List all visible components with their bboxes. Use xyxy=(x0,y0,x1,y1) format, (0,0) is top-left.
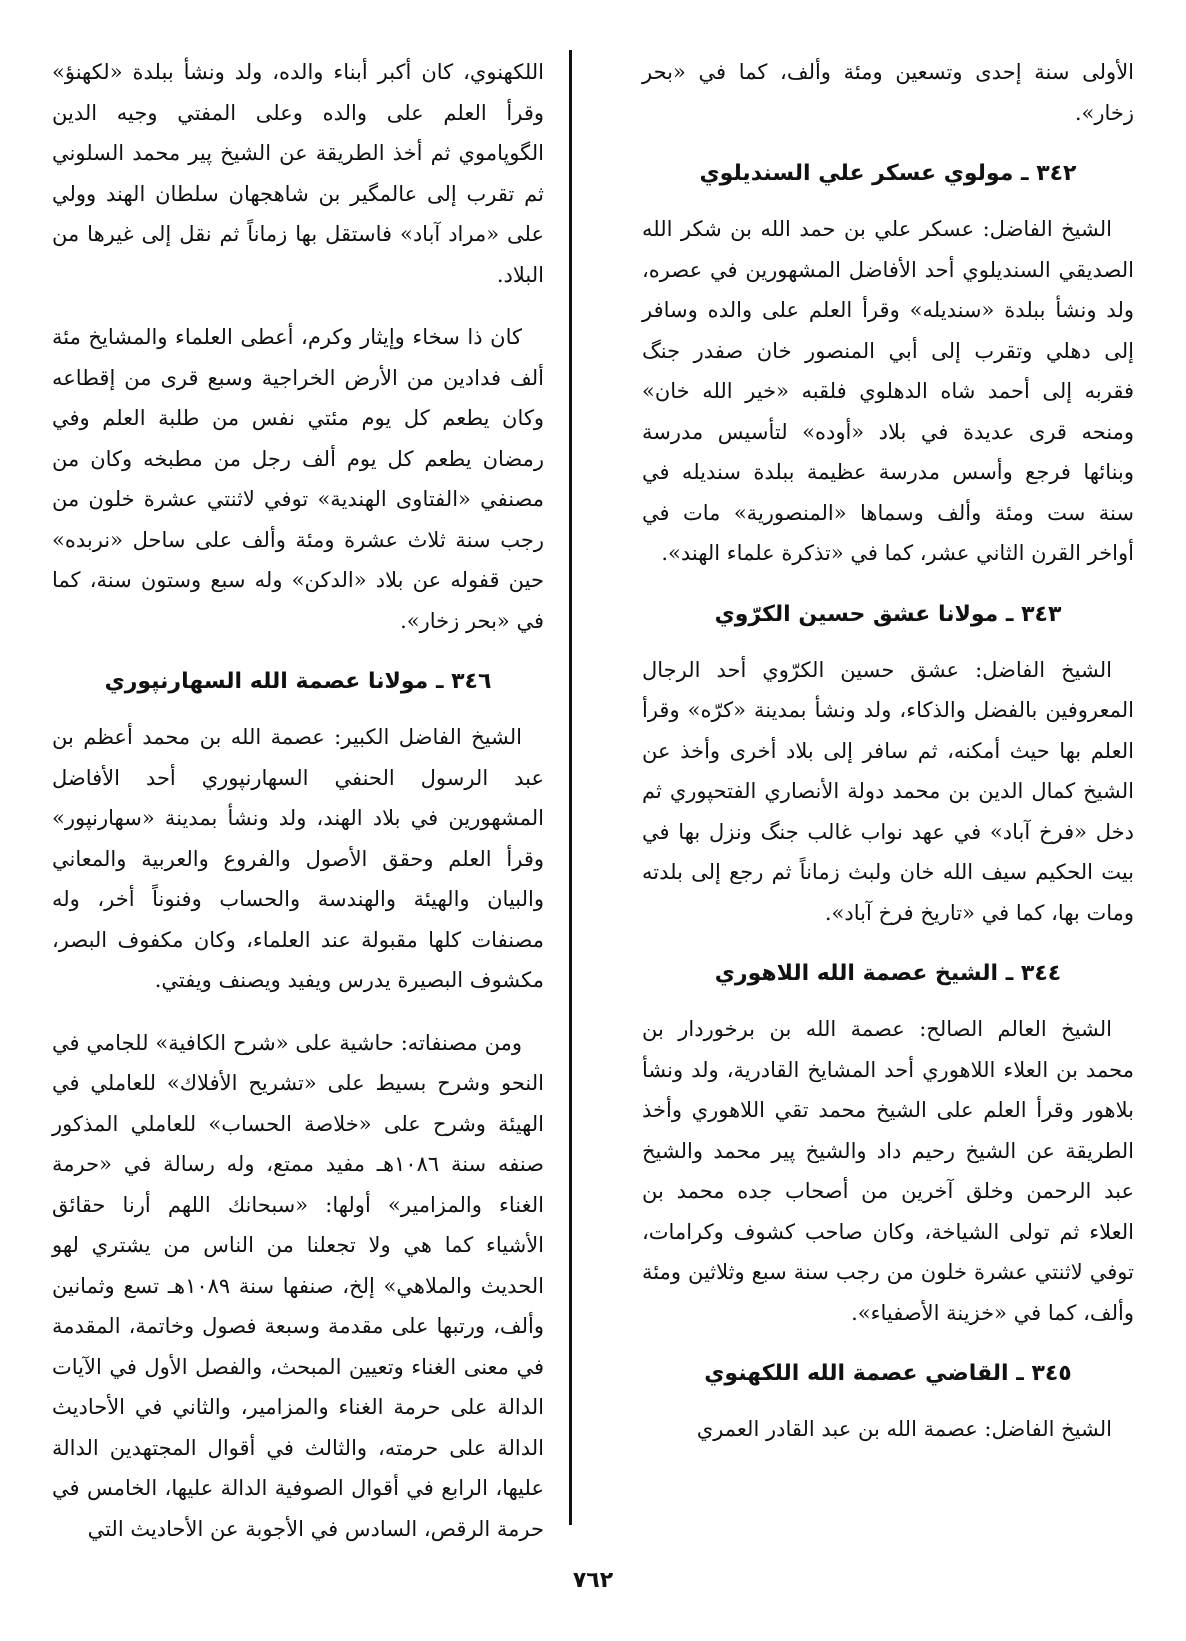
entry-text-345-para2: كان ذا سخاء وإيثار وكرم، أعطى العلماء والمشايخ مئة ألف فدادين من الأرض الخراجية وسبع قرى من إقطاعه وكان يطعم كل يوم مئتي نفس من طلبة العلم وفي رمضان يطعم كل يوم ألف رجل من مطبخه وكان من مصنفي «الفتاوى الهندية» توفي لاثنتي عشرة خلون من رجب سنة ثلاث عشرة ومئة وألف على ساحل «نربده» حين قفوله عن بلاد «الدكن» وله سبع وستون سنة، كما في «بحر زخار». xyxy=(52,325,544,633)
entry-heading-342: ٣٤٢ ـ مولوي عسكر علي السنديلوي xyxy=(699,161,1077,186)
entry-text-344: الشيخ العالم الصالح: عصمة الله بن برخوردار بن محمد بن العلاء اللاهوري أحد المشايخ القادرية، ولد ونشأ بلاهور وقرأ العلم على الشيخ محمد تقي اللاهوري وأخذ الطريقة عن الشيخ رحيم داد والشيخ پير محمد والشيخ عبد الرحمن وخلق آخرين من أصحاب جده محمد بن العلاء ثم تولى الشياخة، وكان صاحب كشوف وكرامات، توفي لاثنتي عشرة خلون من رجب سنة سبع وثلاثين ومئة وألف، كما في «خزينة الأصفياء». xyxy=(642,1017,1134,1325)
column-divider xyxy=(569,50,572,1525)
entry-heading-346: ٣٤٦ ـ مولانا عصمة الله السهارنپوري xyxy=(104,669,492,694)
right-column xyxy=(642,52,1134,1527)
page-number: ٧٦٢ xyxy=(572,1568,614,1593)
entry-text-343: الشيخ الفاضل: عشق حسين الكرّوي أحد الرجال المعروفين بالفضل والذكاء، ولد ونشأ بمدينة «كرّه» وقرأ العلم بها حيث أمكنه، ثم سافر إلى بلاد أخرى وأخذ عن الشيخ كمال الدين بن محمد دولة الأنصاري الفتحپوري ثم دخل «فرخ آباد» في عهد نواب غالب جنگ ونزل بها في بيت الحكيم سيف الله خان ولبث زماناً ثم رجع إلى بلدته ومات بها، كما في «تاريخ فرخ آباد». xyxy=(642,657,1134,925)
entry-text-345-start: الشيخ الفاضل: عصمة الله بن عبد القادر العمري xyxy=(696,1417,1112,1441)
entry-heading-343: ٣٤٣ ـ مولانا عشق حسين الكرّوي xyxy=(714,601,1062,627)
intro-paragraph: الأولى سنة إحدى وتسعين ومئة وألف، كما في «بحر زخار». xyxy=(642,60,1134,125)
entry-heading-344: ٣٤٤ ـ الشيخ عصمة الله اللاهوري xyxy=(714,961,1062,986)
left-column xyxy=(52,52,545,1541)
entry-text-345-continued: اللكهنوي، كان أكبر أبناء والده، ولد ونشأ ببلدة «لكهنؤ» وقرأ العلم على والده وعلى المفتي وجيه الدين الگوپاموي ثم أخذ الطريقة عن الشيخ پير محمد السلوني ثم تقرب إلى عالمگير بن شاهجهان سلطان الهند وولي على «مراد آباد» فاستقل بها زماناً ثم نقل إلى غيرها من البلاد. xyxy=(52,60,544,287)
entry-text-342: الشيخ الفاضل: عسكر علي بن حمد الله بن شكر الله الصديقي السنديلوي أحد الأفاضل المشهورين في عصره، ولد ونشأ ببلدة «سنديله» وقرأ العلم على والده وسافر إلى دهلي وتقرب إلى أبي المنصور خان صفدر جنگ فقربه إلى أحمد شاه الدهلوي فلقبه «خير الله خان» ومنحه قرى عديدة في بلاد «أوده» لتأسيس مدرسة وبنائها فرجع وأسس مدرسة عظيمة ببلدة سنديله في سنة ست ومئة وألف وسماها «المنصورية» مات في أواخر القرن الثاني عشر، كما في «تذكرة علماء الهند». xyxy=(642,217,1134,565)
entry-text-346-para1: الشيخ الفاضل الكبير: عصمة الله بن محمد أعظم بن عبد الرسول الحنفي السهارنپوري أحد الأفاضل المشهورين في بلاد الهند، ولد ونشأ بمدينة «سهارنپور» وقرأ العلم وحقق الأصول والفروع والعربية والمعاني والبيان والهيئة والهندسة والحساب وفنوناً أخر، وله مصنفات كلها مقبولة عند العلماء، وكان مكفوف البصر، مكشوف البصيرة يدرس ويفيد ويصنف ويفتي. xyxy=(52,725,544,992)
entry-text-346-para2: ومن مصنفاته: حاشية على «شرح الكافية» للجامي في النحو وشرح بسيط على «تشريح الأفلاك» للعاملي في الهيئة وشرح على «خلاصة الحساب» للعاملي المذكور صنفه سنة ١٠٨٦هـ مفيد ممتع، وله رسالة في «حرمة الغناء والمزامير» أولها: «سبحانك اللهم أرنا حقائق الأشياء كما هي ولا تجعلنا من الناس من يشتري لهو الحديث والملاهي» إلخ، صنفها سنة ١٠٨٩هـ تسع وثمانين وألف، ورتبها على مقدمة وسبعة فصول وخاتمة، المقدمة في معنى الغناء وتعيين المبحث، والفصل الأول في الآيات الدالة على حرمة الغناء والمزامير، والثاني في الأحاديث الدالة على حرمته، والثالث في أقوال المجتهدين الدالة عليها، الرابع في أقوال الصوفية الدالة عليها، الخامس في حرمة الرقص، السادس في الأجوبة عن الأحاديث التي xyxy=(52,1030,545,1541)
entry-heading-345: ٣٤٥ ـ القاضي عصمة الله اللكهنوي xyxy=(704,1361,1072,1386)
